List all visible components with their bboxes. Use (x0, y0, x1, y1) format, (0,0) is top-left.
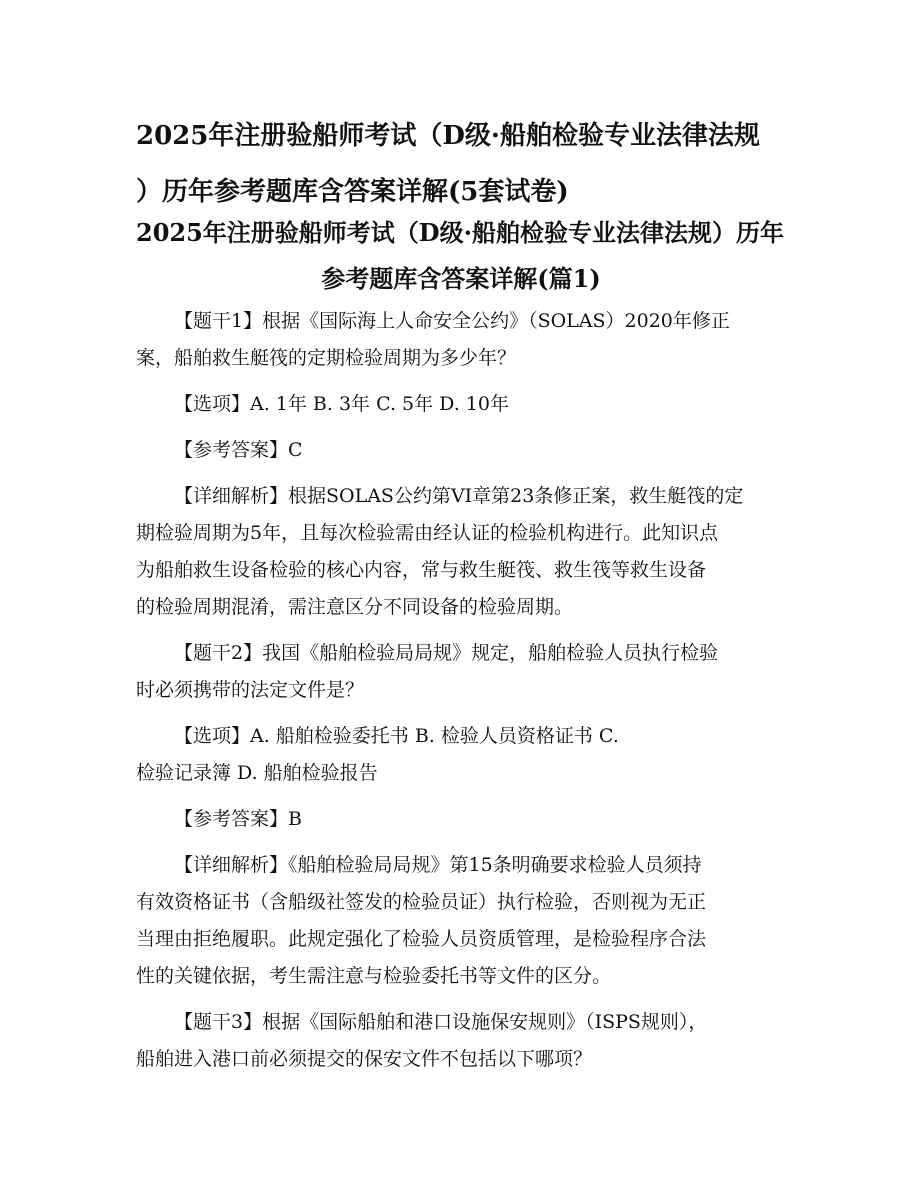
paragraph-line: 【参考答案】C (174, 439, 303, 461)
paragraph-line: 期检验周期为5年，且每次检验需由经认证的检验机构进行。此知识点 (136, 522, 719, 544)
section-heading-line-1: 2025年注册验船师考试（D级·船舶检验专业法律法规）历年 (136, 218, 784, 247)
paragraph-line: 【题干2】我国《船舶检验局局规》规定，船舶检验人员执行检验 (174, 642, 719, 664)
paragraph-line: 检验记录簿 D. 船舶检验报告 (136, 762, 378, 784)
section-heading-line-2: 参考题库含答案详解(篇1) (321, 264, 601, 293)
paragraph-line: 【选项】A. 1年 B. 3年 C. 5年 D. 10年 (174, 393, 509, 415)
paragraph (136, 1004, 786, 1078)
paragraph-line: 【详细解析】《船舶检验局局规》第15条明确要求检验人员须持 (174, 854, 702, 876)
document-title (136, 108, 786, 220)
paragraph-line: 【详细解析】根据SOLAS公约第VI章第23条修正案，救生艇筏的定 (174, 485, 744, 507)
paragraph-line: 【题干3】根据《国际船舶和港口设施保安规则》（ISPS规则）， (174, 1011, 708, 1033)
paragraph (136, 303, 786, 377)
paragraph (136, 386, 786, 423)
paragraph-line: 【题干1】根据《国际海上人命安全公约》（SOLAS）2020年修正 (174, 310, 730, 332)
paragraph-line: 当理由拒绝履职。此规定强化了检验人员资质管理，是检验程序合法 (136, 928, 707, 950)
paragraph-line: 有效资格证书（含船级社签发的检验员证）执行检验，否则视为无正 (136, 891, 707, 913)
paragraph-line: 【参考答案】B (174, 808, 302, 830)
paragraph-line: 船舶进入港口前必须提交的保安文件不包括以下哪项？ (136, 1048, 593, 1070)
paragraph (136, 718, 786, 792)
paragraph (136, 432, 786, 469)
paragraph-line: 为船舶救生设备检验的核心内容，常与救生艇筏、救生筏等救生设备 (136, 559, 707, 581)
paragraph (136, 478, 786, 626)
paragraph-line: 案，船舶救生艇筏的定期检验周期为多少年？ (136, 347, 517, 369)
paragraph-line: 的检验周期混淆，需注意区分不同设备的检验周期。 (136, 596, 574, 618)
paragraph (136, 847, 786, 995)
document-title-line-1: 2025年注册验船师考试（D级·船舶检验专业法律法规 (136, 121, 760, 151)
paragraph-line: 性的关键依据，考生需注意与检验委托书等文件的区分。 (136, 965, 612, 987)
paragraph-line: 时必须携带的法定文件是？ (136, 679, 365, 701)
paragraph (136, 635, 786, 709)
question-body (136, 303, 786, 1087)
paragraph-line: 【选项】A. 船舶检验委托书 B. 检验人员资格证书 C. (174, 725, 619, 747)
document-title-line-2: ）历年参考题库含答案详解(5套试卷) (136, 177, 569, 207)
section-heading (136, 210, 786, 302)
paragraph (136, 801, 786, 838)
